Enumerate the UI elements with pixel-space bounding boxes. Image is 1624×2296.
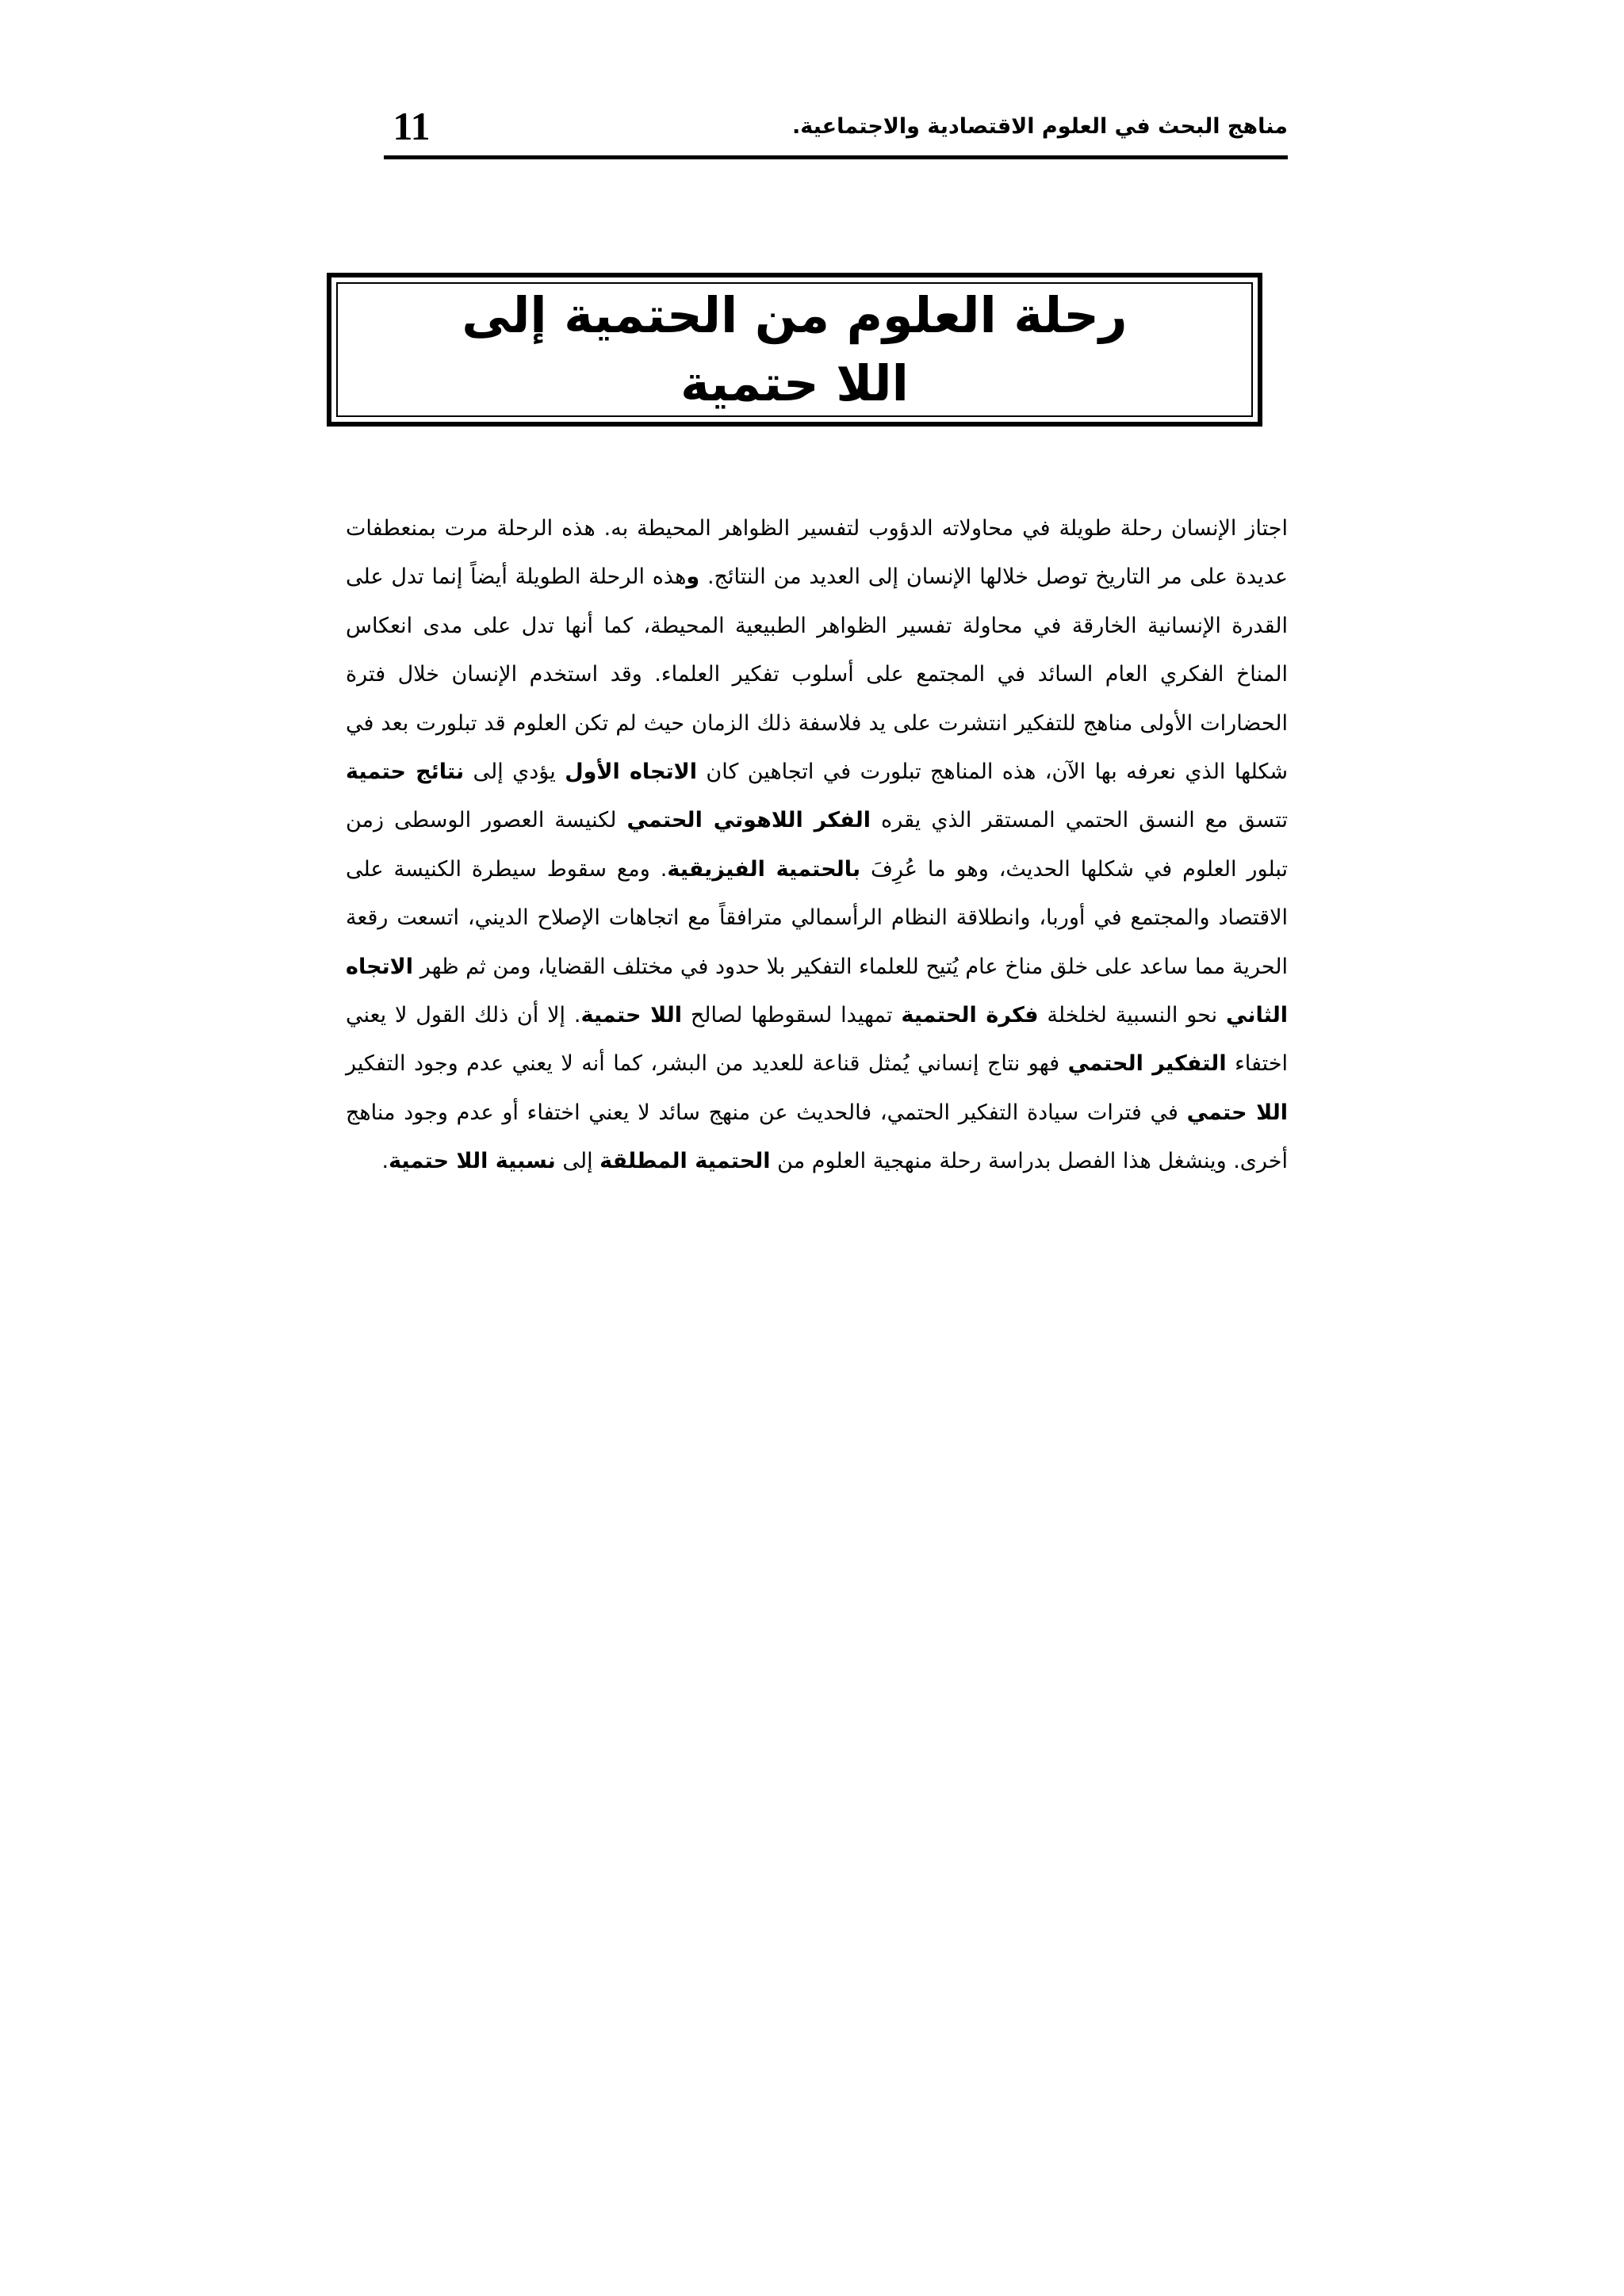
text-run: تمهيدا لسقوطها لصالح (682, 1003, 902, 1028)
bold-term-absolute-determinism: الحتمية المطلقة (599, 1149, 771, 1174)
chapter-title-inner-frame (336, 282, 1253, 417)
text-run: هذه الرحلة الطويلة أيضاً إنما تدل على القدرة الإنسانية الخارقة في محاولة تفسير الظواهر الطبيعية المحيطة، كما أنها تدل على مدى انعكاس المناخ الفكري العام السائد في المجتمع على أسلوب تفكير العلماء. وقد استخدم الإنسان خلال فترة الحضارات الأولى مناهج للتفكير انتشرت على يد فلاسفة ذلك الزمان حيث لم تكن العلوم قد تبلورت بعد في شكلها الذي نعرفه بها الآن، هذه المناهج تبلورت في اتجاهين كان (346, 564, 1288, 785)
text-run: في فترات سيادة التفكير الحتمي، فالحديث عن منهج سائد لا يعني اختفاء أو عدم وجود مناهج أخرى. وينشغل هذا الفصل بدراسة رحلة منهجية العلوم من (346, 1100, 1288, 1174)
text-run: إلى (555, 1149, 600, 1174)
bold-term-deterministic-thinking: التفكير الحتمي (1067, 1051, 1227, 1077)
bold-term-theological-thought: الفكر اللاهوتي الحتمي (626, 808, 871, 833)
bold-term-indeterministic: اللا حتمي (1186, 1100, 1288, 1125)
text-run: . (381, 1149, 389, 1174)
bold-term-relative-indeterminism: نسبية اللا حتمية (389, 1149, 556, 1174)
text-run: تتسق مع النسق الحتمي المستقر الذي يقره (870, 808, 1288, 833)
text-run: نحو النسبية لخلخلة (1038, 1003, 1226, 1028)
bold-term-physical-determinism: بالحتمية الفيزيقية (667, 856, 861, 882)
text-run: لكنيسة العصور الوسطى زمن تبلور العلوم في شكلها الحديث، وهو ما عُرِفَ (346, 808, 1289, 882)
chapter-title-frame (327, 273, 1262, 427)
bold-term-idea-of-determinism: فكرة الحتمية (901, 1003, 1039, 1028)
text-run: . ومع سقوط سيطرة الكنيسة على الاقتصاد والمجتمع في أوربا، وانطلاقة النظام الرأسمالي مترافقاً مع اتجاهات الإصلاح الديني، اتسعت رقعة الحرية مما ساعد على خلق مناخ عام يُتيح للعلماء التفكير بلا حدود في مختلف القضايا، ومن ثم ظهر (346, 856, 1288, 979)
page-number: 11 (393, 104, 431, 148)
bold-term-first-direction: الاتجاه الأول (565, 760, 698, 785)
body-paragraph (346, 504, 1288, 1186)
text-run: اجتاز الإنسان رحلة طويلة في محاولاته الدؤوب لتفسير الظواهر المحيطة به. هذه الرحلة مرت بمنعطفات عديدة على مر التاريخ توصل خلالها الإنسان إلى العديد من النتائج. (346, 516, 1289, 590)
running-header (384, 103, 1288, 159)
bold-term-indeterminism: اللا حتمية (580, 1003, 682, 1028)
bold-term-deterministic-results: نتائج حتمية (346, 760, 465, 785)
bold-term-second-direction: الاتجاه الثاني (346, 954, 1289, 1028)
bold-run: و (686, 564, 700, 590)
book-title: مناهج البحث في العلوم الاقتصادية والاجتماعية. (791, 114, 1288, 139)
chapter-title: رحلة العلوم من الحتمية إلى اللا حتمية (462, 286, 1128, 412)
text-run: فهو نتاج إنساني يُمثل قناعة للعديد من البشر، كما أنه لا يعني عدم وجود التفكير (346, 1051, 1068, 1077)
text-run: . إلا أن ذلك القول لا يعني اختفاء (346, 1003, 1289, 1077)
text-run: يؤدي إلى (464, 760, 565, 785)
